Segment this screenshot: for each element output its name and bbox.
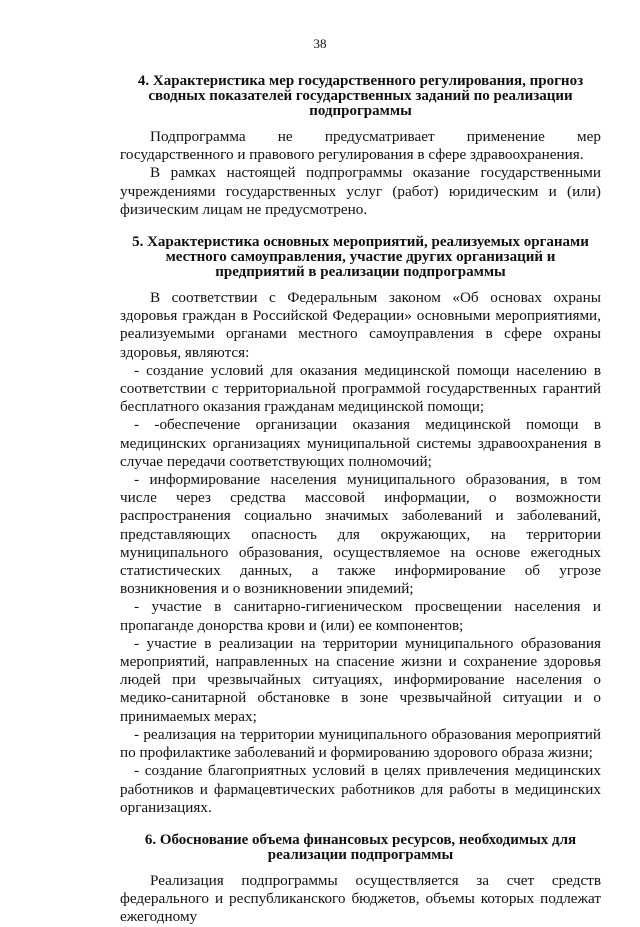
section-6-heading: 6. Обоснование объема финансовых ресурсов, необходимых для реализации подпрограммы: [144, 831, 577, 863]
section-4-paragraph-1: Подпрограмма не предусматривает применение мер государственного и правового регулирования в сфере здравоохранения.: [120, 128, 601, 164]
section-5-heading: 5. Характеристика основных мероприятий, реализуемых органами местного самоуправления, участие других организаций и предприятий в реализации подпрограммы: [132, 234, 589, 281]
section-4-paragraph-2: В рамках настоящей подпрограммы оказание государственными учреждениями государственных услуг (работ) юридическим и (или) физическим лицам не предусмотрено.: [120, 164, 601, 218]
list-item: - участие в санитарно-гигиеническом просвещении населения и пропаганде донорства крови и (или) ее компонентов;: [120, 598, 601, 634]
list-item: - создание условий для оказания медицинской помощи населению в соответствии с территориальной программой государственных гарантий бесплатного оказания гражданам медицинской помощи;: [120, 361, 601, 416]
list-item: - информирование населения муниципального образования, в том числе через средства массовой информации, о возможности распространения социально значимых заболеваний и заболеваний, представляющих опасность для окружающих, на территории муниципального образования, осуществляемое на основе ежегодных статистических данных, а также информирование об угрозе возникновения и о возникновении эпидемий;: [120, 471, 601, 598]
page-number: 38: [313, 36, 327, 51]
page-content: [120, 74, 601, 927]
section-6-paragraph: Реализация подпрограммы осуществляется за счет средств федерального и республиканского бюджетов, объемы которых подлежат ежегодному: [120, 871, 601, 926]
section-4-heading: 4. Характеристика мер государственного регулирования, прогноз сводных показателей государственных заданий по реализации подпрограммы: [137, 73, 584, 119]
list-item: - создание благоприятных условий в целях привлечения медицинских работников и фармацевтических работников для работы в медицинских организациях.: [120, 762, 601, 816]
list-item: - участие в реализации на территории муниципального образования мероприятий, направленных на спасение жизни и сохранение здоровья людей при чрезвычайных ситуациях, информирование населения о медико-санитарной обстановке в зоне чрезвычайной ситуации и о принимаемых мерах;: [120, 634, 601, 725]
list-item: - -обеспечение организации оказания медицинской помощи в медицинских организациях муниципальной системы здравоохранения в случае передачи соответствующих полномочий;: [120, 416, 601, 470]
list-item: - реализация на территории муниципального образования мероприятий по профилактике заболеваний и формированию здорового образа жизни;: [120, 725, 601, 762]
section-5-intro: В соответствии с Федеральным законом «Об основах охраны здоровья граждан в Российской Федерации» основными мероприятиями, реализуемыми органами местного самоуправления в сфере охраны здоровья, являются:: [120, 289, 601, 361]
